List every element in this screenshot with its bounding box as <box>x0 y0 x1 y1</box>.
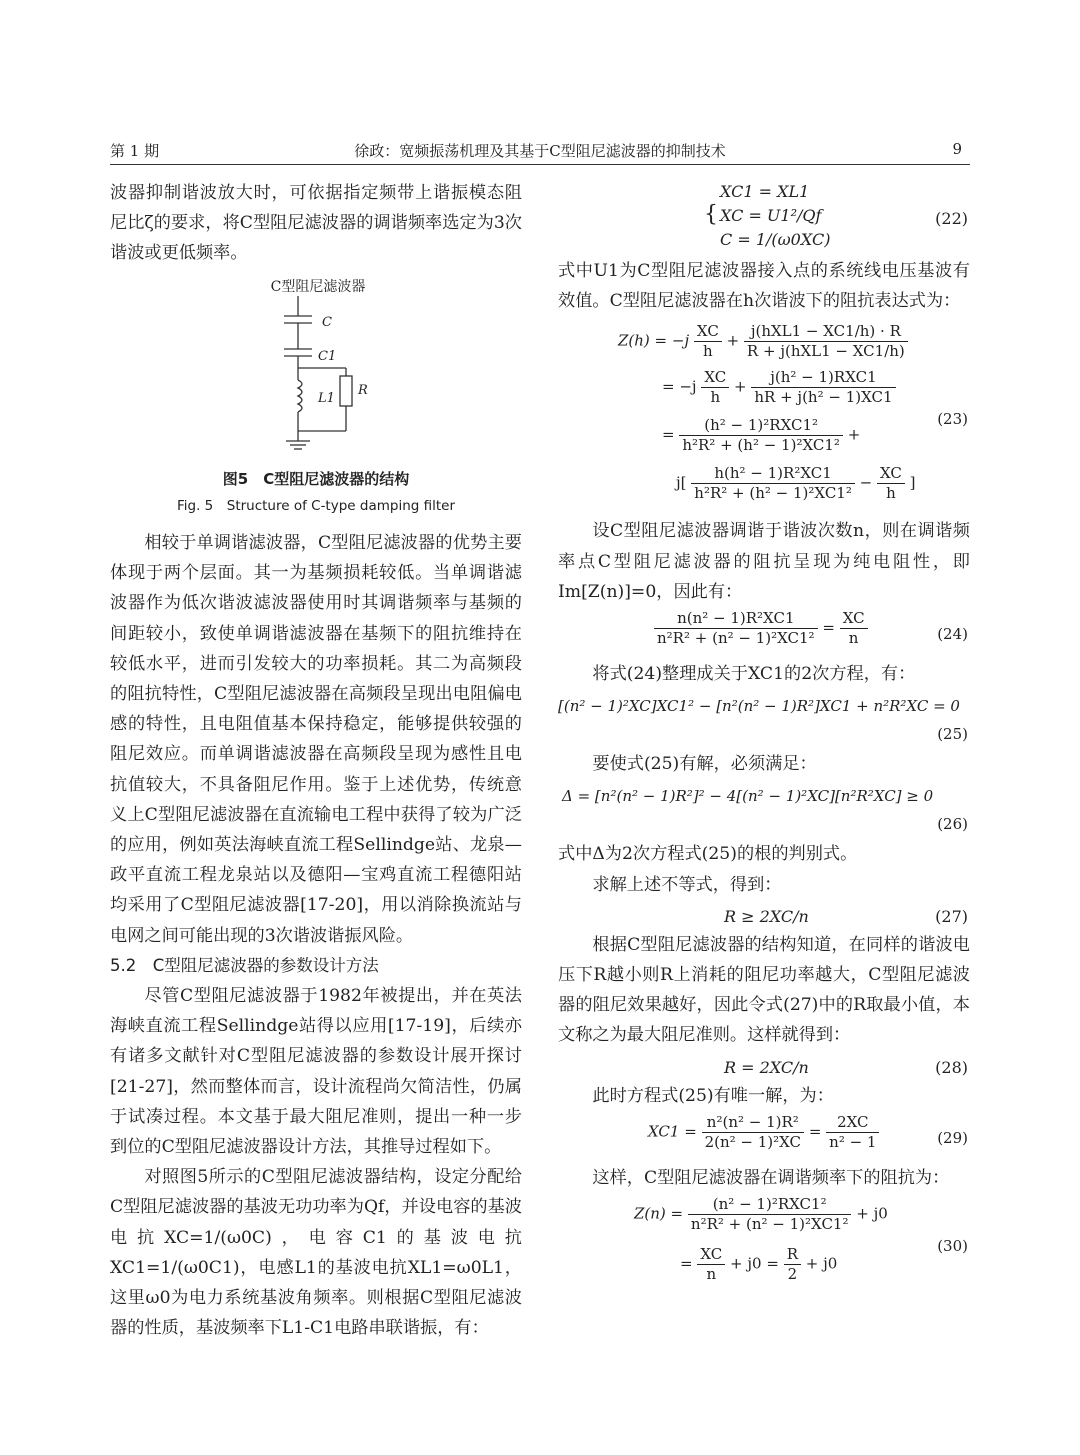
paragraph-setup: 对照图5所示的C型阻尼滤波器结构，设定分配给C型阻尼滤波器的基波无功功率为Qf，并设电容的基波电抗XC=1/(ω0C)，电容C1的基波电抗XC1=1/(ω0C1)，电感L1的基波电抗XL1=ω0L1，这里ω0为电力系统基波角频率。则根据C型阻尼滤波器的性质，基波频率下L1-C1电路串联谐振，有： <box>110 1167 522 1339</box>
eq23-number: (23) <box>937 410 968 429</box>
paragraph-method: 尽管C型阻尼滤波器于1982年被提出，并在英法海峡直流工程Sellindge站得以应用[17-19]，后续亦有诸多文献针对C型阻尼滤波器的参数设计展开探讨[21-27]，然而整体而言，设计流程尚欠简洁性，仍属于试凑过程。本文基于最大阻尼准则，提出一种一步到位的C型阻尼滤波器设计方法，其推导过程如下。 <box>110 986 522 1158</box>
equation-29: XC1 = $\frac{\text{n²(n² − 1)R²}}{\text{2(n² − 1)²XC}}$ = $\frac{2XC}{\text{n² − 1}}$ (29) <box>558 1111 970 1163</box>
eq23-eq2: = −j <box>662 377 697 396</box>
eq24-num: n(n² − 1)R²XC1 <box>654 609 818 629</box>
eq23-f4-num: (h² − 1)²RXC1² <box>679 416 843 436</box>
eq23-f1b-num: XC <box>701 368 729 388</box>
eq27-body: R ≥ 2XC/n <box>724 906 809 926</box>
eq30-f1-num: (n² − 1)²RXC1² <box>688 1195 852 1215</box>
equation-25 <box>558 689 970 749</box>
paragraph-advantages: 相较于单调谐滤波器，C型阻尼滤波器的优势主要体现于两个层面。其一为基频损耗较低。当单调谐滤波器作为低次谐波滤波器使用时其调谐频率与基频的间距较小，致使单调谐滤波器在基频下的阻抗维持在较低水平，进而引发较大的功率损耗。其二为高频段的阻抗特性，C型阻尼滤波器在高频段呈现出电阻偏电感的特性，且电阻值基本保持稳定，能够提供较强的阻尼效应。而单调谐滤波器在高频段呈现为感性且电抗值较大，不具备阻尼作用。鉴于上述优势，传统意义上C型阻尼滤波器在直流输电工程中获得了较为广泛的应用，例如英法海峡直流工程Sellindge站、龙泉—政平直流工程龙泉站以及德阳—宝鸡直流工程德阳站均采用了C型阻尼滤波器[17-20]，用以消除换流站与电网之间可能出现的3次谐波谐振风险。 <box>110 533 522 946</box>
eq27-number: (27) <box>935 906 968 926</box>
eq30-f1-den: n²R² + (n² − 1)²XC1² <box>690 1214 849 1233</box>
eq29-f1-den: 2(n² − 1)²XC <box>704 1132 802 1151</box>
eq26-number: (26) <box>937 815 968 834</box>
eq25-body: [(n² − 1)²XC]XC1² − [n²(n² − 1)R²]XC1 + n²R²XC = 0 <box>558 697 960 716</box>
eq24-rhs-den: n <box>848 628 859 647</box>
section-heading: 5.2 C型阻尼滤波器的参数设计方法 <box>110 955 379 975</box>
running-header <box>110 140 970 164</box>
eq30-mid: + j0 = <box>730 1254 779 1273</box>
eq23-f4-den: h²R² + (h² − 1)²XC1² <box>682 436 840 455</box>
eq29-f2-den: n² − 1 <box>829 1132 877 1151</box>
page-number: 9 <box>952 140 962 158</box>
eq30-f2-num: XC <box>697 1245 725 1265</box>
capacitor-c1-label: C1 <box>318 349 337 364</box>
intro-paragraph: 波器抑制谐波放大时，可依据指定频带上谐振模态阻尼比ζ的要求，将C型阻尼滤波器的调谐频率选定为3次谐波或更低频率。 <box>110 183 522 264</box>
eq22-line2: XC = U1²/Qf <box>720 206 822 225</box>
right-body <box>558 178 970 1297</box>
eq30-lhs: Z(n) = <box>634 1204 684 1223</box>
eq23-f6-den: h <box>886 484 896 503</box>
eq29-number: (29) <box>937 1128 968 1147</box>
capacitor-c-label: C <box>322 315 332 330</box>
eq23-f5-den: h²R² + (h² − 1)²XC1² <box>694 484 852 503</box>
text-max-damping: 根据C型阻尼滤波器的结构知道，在同样的谐波电压下R越小则R上消耗的阻尼功率越大，C型阻尼滤波器的阻尼效果越好，因此令式(27)中的R取最小值，本文称之为最大阻尼准则。这样就得到： <box>558 934 970 1046</box>
header-rule <box>110 164 970 165</box>
eq24-rhs-num: XC <box>840 609 868 629</box>
eq26-body: Δ = [n²(n² − 1)R²]² − 4[(n² − 1)²XC][n²R²XC] ≥ 0 <box>562 787 934 806</box>
eq25-number: (25) <box>937 725 968 744</box>
text-quadratic: 将式(24)整理成关于XC1的2次方程，有： <box>592 664 916 685</box>
eq22-number: (22) <box>935 209 968 228</box>
figure-caption-cn: 图5 C型阻尼滤波器的结构 <box>222 470 410 488</box>
eq29-lhs: XC1 = <box>648 1122 697 1141</box>
equation-27 <box>558 900 970 930</box>
eq24-den: n²R² + (n² − 1)²XC1² <box>657 628 815 647</box>
text-solve: 求解上述不等式，得到： <box>592 874 782 895</box>
text-impedance: 这样，C型阻尼滤波器在调谐频率下的阻抗为： <box>592 1167 950 1188</box>
equation-24: $\frac{\text{n(n² − 1)R²XC1}}{\text{n²R² + (n² − 1)²XC1²}}$ = $\frac{XC}{n}$ (24) <box>558 607 970 659</box>
eq23-f2-num: j(hXL1 − XC1/h) · R <box>744 322 908 342</box>
eq23-lhs: Z(h) = −j <box>618 331 690 350</box>
equation-23: Z(h) = −j $\frac{XC}{h}$ + $\frac{\text{j(hXL1 − XC1/h) · R}}{\text{R + j(hXL1 − XC1/h)}}$ = −j $\frac{XC}{h}$ + $\frac{\text{j(h² − 1)RXC1}}{\text{hR + j(h² − 1)XC1}}$ = $\frac{\text{(h² − 1)²RXC1²}}{\text{h²R² + (h² − 1)²XC1²}}$ + j[ $\frac{\text{h(h² − 1)R²XC1}}{\text{h²R² + (h² − 1)²XC1²}}$ − $\frac{XC}{h}$ ] (23) <box>618 322 968 503</box>
running-title: 徐政：宽频振荡机理及其基于C型阻尼滤波器的抑制技术 <box>354 142 726 160</box>
eq28-body: R = 2XC/n <box>724 1057 809 1077</box>
eq23-f3-num: j(h² − 1)RXC1 <box>751 368 895 388</box>
figure-title-label: C型阻尼滤波器 <box>270 279 366 295</box>
issue-number: 第 1 期 <box>110 142 160 160</box>
text-tuning: 设C型阻尼滤波器调谐于谐波次数n，则在调谐频率点C型阻尼滤波器的阻抗呈现为纯电阻性，即Im[Z(n)]=0，因此有： <box>558 521 970 602</box>
eq22-line1: XC1 = XL1 <box>720 182 810 201</box>
eq23-f1-num: XC <box>694 322 722 342</box>
eq22-line3: C = 1/(ω0XC) <box>720 230 831 249</box>
figure-caption-en: Fig. 5 Structure of C-type damping filter <box>176 498 456 514</box>
eq30-tail2: + j0 <box>805 1254 838 1273</box>
eq29-f1-num: n²(n² − 1)R² <box>702 1113 804 1133</box>
eq30-f3-num: R <box>784 1245 801 1265</box>
inductor-l1-label: L1 <box>318 391 335 406</box>
eq23-f2-den: R + j(hXL1 − XC1/h) <box>746 342 905 361</box>
eq30-number: (30) <box>937 1237 968 1256</box>
text-unique-solution: 此时方程式(25)有唯一解，为： <box>592 1085 834 1106</box>
eq28-number: (28) <box>935 1057 968 1077</box>
text-condition: 要使式(25)有解，必须满足： <box>592 754 817 775</box>
equation-26 <box>558 779 970 839</box>
eq30-f3-den: 2 <box>787 1264 798 1283</box>
eq30-f2-den: n <box>706 1264 717 1283</box>
equation-22: { XC1 = XL1 XC = U1²/Qf C = 1/(ω0XC) (22) <box>558 178 970 256</box>
eq29-f2-num: 2XC <box>826 1113 879 1133</box>
eq24-number: (24) <box>937 625 968 644</box>
text-u1-def: 式中U1为C型阻尼滤波器接入点的系统线电压基波有效值。C型阻尼滤波器在h次谐波下的阻抗表达式为： <box>558 261 970 312</box>
circuit-diagram <box>230 276 410 466</box>
eq30-tail1: + j0 <box>856 1204 888 1223</box>
left-intro <box>110 178 522 269</box>
resistor-r-label: R <box>358 383 368 398</box>
equation-30: Z(n) = $\frac{\text{(n² − 1)²RXC1²}}{\text{n²R² + (n² − 1)²XC1²}}$ + j0 = $\frac{XC}{n}$ + j0 = $\frac{R}{2}$ + j0 (30) <box>634 1195 968 1283</box>
equation-28 <box>558 1051 970 1081</box>
text-discriminant: 式中Δ为2次方程式(25)的根的判别式。 <box>558 844 858 865</box>
eq23-f3-den: hR + j(h² − 1)XC1 <box>754 388 893 407</box>
eq23-f1-den: h <box>703 342 713 361</box>
eq23-f5-num: h(h² − 1)R²XC1 <box>691 464 855 484</box>
eq23-f6-num: XC <box>877 464 905 484</box>
eq23-f1b-den: h <box>710 388 721 407</box>
left-body <box>110 528 522 1343</box>
